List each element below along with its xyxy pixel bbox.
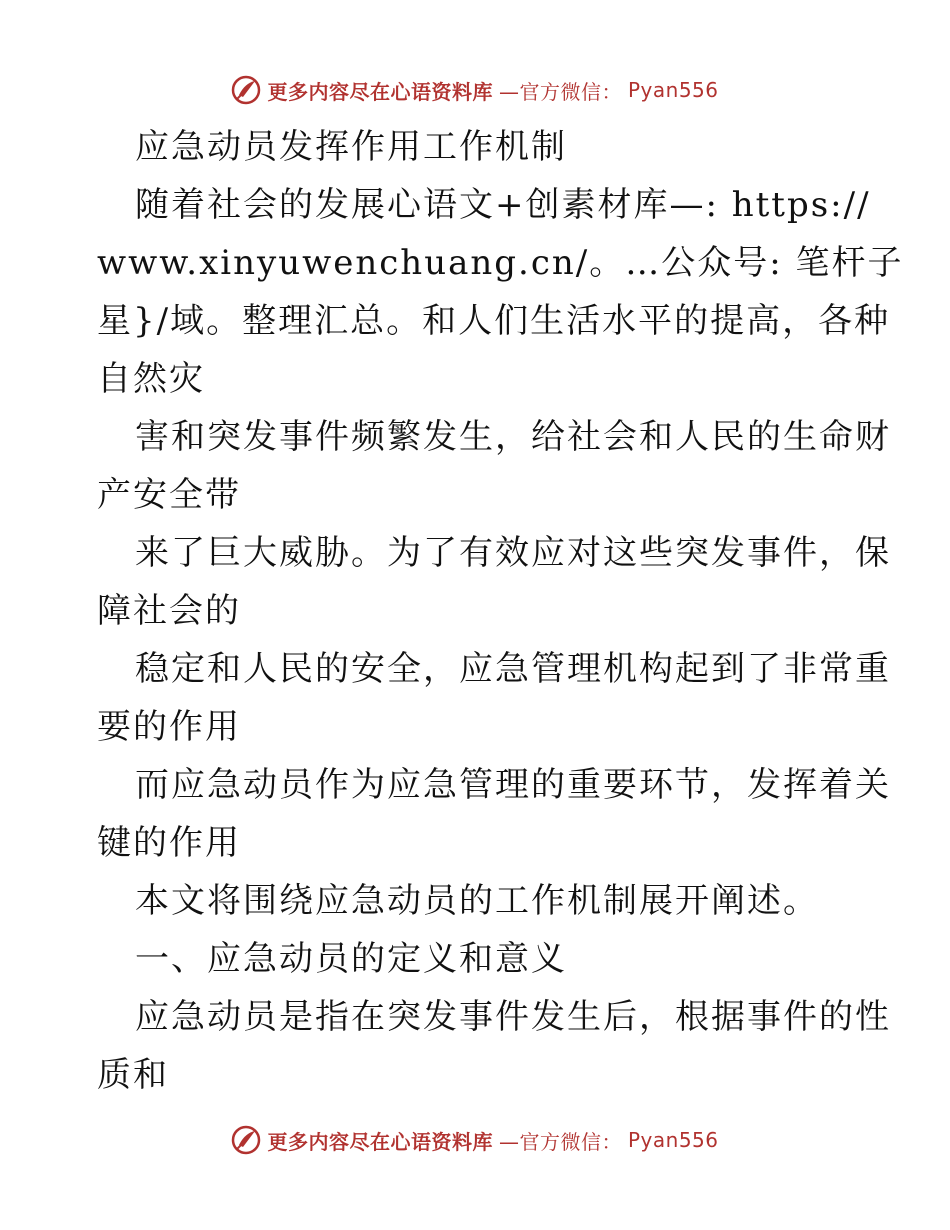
doc-line: 稳定和人民的安全，应急管理机构起到了非常重	[135, 649, 891, 689]
doc-line: 应急动员是指在突发事件发生后，根据事件的性	[135, 997, 891, 1037]
doc-line: 键的作用	[97, 823, 241, 863]
doc-line: 质和	[97, 1055, 169, 1095]
doc-line: www.xinyuwenchuang.cn/。…公众号: 笔杆子	[97, 243, 904, 283]
doc-line: 自然灾	[97, 359, 205, 399]
footer-watermark-banner	[0, 1120, 950, 1160]
banner-text-id: Pyan556	[627, 1128, 719, 1152]
banner-text-main: 更多内容尽在心语资料库	[267, 1129, 493, 1154]
banner-text-id: Pyan556	[627, 78, 719, 102]
banner-text-wechat: —官方微信：	[498, 1129, 622, 1154]
doc-line: 害和突发事件频繁发生，给社会和人民的生命财	[135, 417, 891, 457]
doc-line: 产安全带	[97, 475, 241, 515]
doc-line: 来了巨大威胁。为了有效应对这些突发事件，保	[135, 533, 891, 573]
doc-line: 而应急动员作为应急管理的重要环节，发挥着关	[135, 765, 891, 805]
doc-line: 本文将围绕应急动员的工作机制展开阐述。	[135, 881, 819, 921]
section-heading: 一、应急动员的定义和意义	[135, 939, 567, 979]
red-quill-logo-icon	[231, 1125, 261, 1155]
red-quill-logo-icon	[231, 75, 261, 105]
doc-line: 随着社会的发展心语文+创素材库—: https://	[135, 185, 871, 225]
header-watermark-banner	[0, 70, 950, 110]
document-body	[97, 118, 904, 1104]
doc-line: 星}/域。整理汇总。和人们生活水平的提高，各种	[97, 301, 891, 341]
doc-line: 障社会的	[97, 591, 241, 631]
doc-title: 应急动员发挥作用工作机制	[135, 127, 567, 167]
banner-text-wechat: —官方微信：	[498, 79, 622, 104]
doc-line: 要的作用	[97, 707, 241, 747]
banner-text-main: 更多内容尽在心语资料库	[267, 79, 493, 104]
